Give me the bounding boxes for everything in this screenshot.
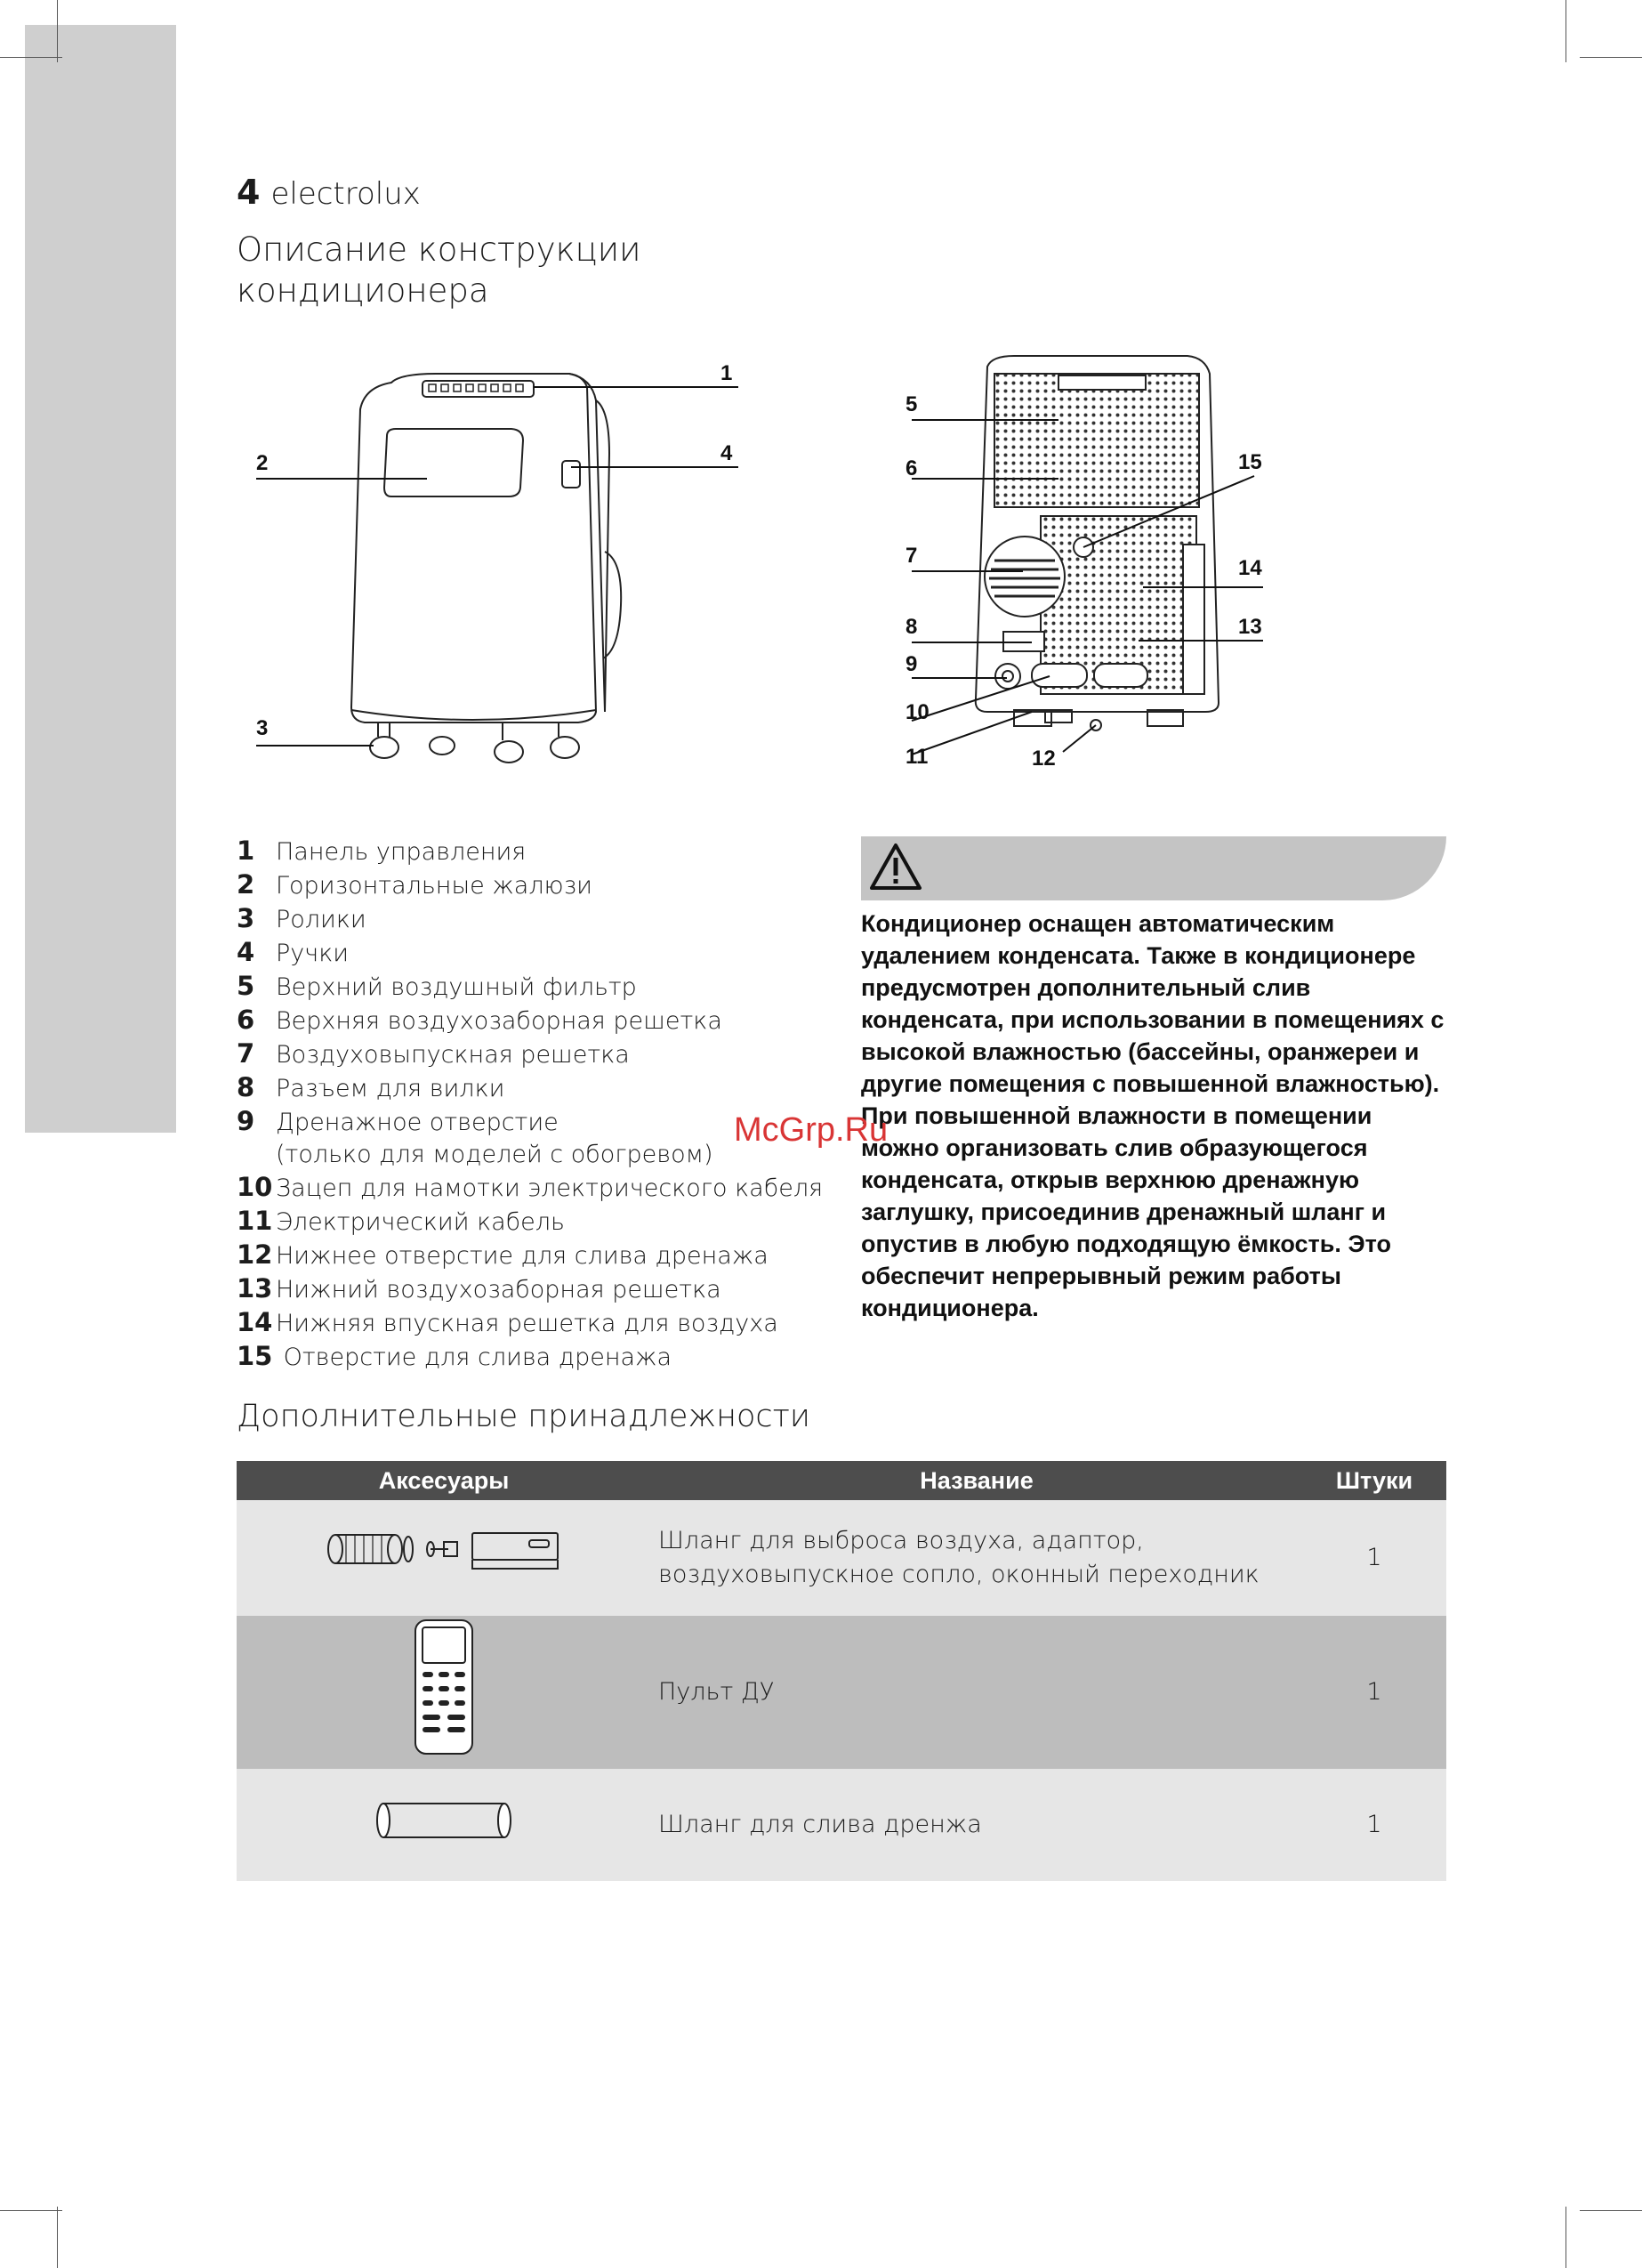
back-callout-13: 13	[1238, 615, 1262, 639]
front-callout-3: 3	[256, 716, 269, 740]
list-item: 6 Верхняя воздухозаборная решетка	[237, 1005, 722, 1035]
list-item: 10 Зацеп для намотки электрического кабеля	[237, 1172, 824, 1202]
crop-mark	[0, 57, 62, 58]
back-view-diagram	[889, 347, 1299, 783]
remote-control-icon	[408, 1617, 479, 1759]
page-number: 4	[237, 173, 261, 212]
warning-text: Кондиционер оснащен автоматическим удалением конденсата. Также в кондиционере предусмотрен дополнительный слив конденсата, при использовании в помещениях с высокой влажностью (бассейны, оранжереи и другие помещения с повышенной влажностью). При повышенной влажности в помещении можно организовать слив образующегося конденсата, открыв верхнюю дренажную заглушку, присоединив дренажный шланг и опустив в любую подходящую ёмкость. Это обеспечит непрерывный режим работы кондиционера.	[861, 910, 1445, 1321]
list-item: 12 Нижнее отверстие для слива дренажа	[237, 1239, 769, 1270]
crop-mark	[0, 2210, 62, 2211]
list-item: 4 Ручки	[237, 937, 350, 967]
table-row	[237, 1616, 1446, 1769]
back-callout-14: 14	[1238, 556, 1262, 580]
list-item: 9 Дренажное отверстие	[237, 1106, 559, 1136]
table-cell-name: Шланг для выброса воздуха, адаптор, воздуховыпускное сопло, оконный переходник	[651, 1500, 1302, 1616]
table-cell-qty: 1	[1302, 1500, 1446, 1616]
column-header-name: Название	[651, 1461, 1302, 1500]
brand-name: electrolux	[270, 176, 421, 212]
list-item: 11 Электрический кабель	[237, 1206, 565, 1236]
table-header-row	[237, 1461, 1446, 1500]
list-item: 15 Отверстие для слива дренажа	[237, 1341, 672, 1371]
front-view-diagram	[240, 347, 756, 774]
table-cell-name: Пульт ДУ	[651, 1616, 1302, 1769]
accessories-title: Дополнительные принадлежности	[237, 1399, 810, 1434]
column-header-accessories: Аксесуары	[237, 1461, 651, 1500]
table-cell-qty: 1	[1302, 1769, 1446, 1881]
front-callout-2: 2	[256, 451, 269, 475]
list-item: 8 Разъем для вилки	[237, 1072, 505, 1102]
back-callout-10: 10	[906, 700, 930, 724]
list-item: 7 Воздуховыпускная решетка	[237, 1038, 630, 1069]
back-callout-11: 11	[906, 745, 929, 769]
page-header	[237, 173, 421, 212]
side-tab-strip	[25, 25, 176, 1133]
front-callout-1: 1	[720, 361, 733, 385]
list-item: 13 Нижний воздухозаборная решетка	[237, 1273, 721, 1303]
table-row	[237, 1769, 1446, 1881]
crop-mark	[1580, 2210, 1642, 2211]
back-callout-6: 6	[906, 456, 918, 480]
list-item: 3 Ролики	[237, 903, 366, 933]
crop-mark	[1580, 57, 1642, 58]
list-item: 1 Панель управления	[237, 835, 527, 866]
list-item: 5 Верхний воздушный фильтр	[237, 971, 637, 1001]
warning-triangle-icon	[868, 842, 923, 892]
back-callout-12: 12	[1032, 747, 1056, 771]
back-callout-7: 7	[906, 544, 918, 568]
hose-adapter-nozzle-icon	[319, 1522, 568, 1585]
back-callout-5: 5	[906, 392, 918, 416]
list-item: 2 Горизонтальные жалюзи	[237, 869, 592, 900]
list-item-note: (только для моделей с обогревом)	[276, 1141, 713, 1168]
crop-mark	[57, 2207, 58, 2268]
table-cell-qty: 1	[1302, 1616, 1446, 1769]
page-title: Описание конструкции кондиционера	[237, 230, 641, 310]
back-callout-15: 15	[1238, 450, 1262, 474]
crop-mark	[57, 0, 58, 62]
warning-header-bar	[861, 836, 1446, 900]
watermark: McGrp.Ru	[734, 1111, 889, 1149]
accessories-table	[237, 1461, 1446, 1881]
drain-hose-icon	[373, 1798, 515, 1843]
table-cell-name: Шланг для слива дренжа	[651, 1769, 1302, 1881]
back-callout-8: 8	[906, 615, 918, 639]
front-callout-4: 4	[720, 441, 733, 465]
list-item: 14 Нижняя впускная решетка для воздуха	[237, 1307, 778, 1337]
column-header-qty: Штуки	[1302, 1461, 1446, 1500]
table-row	[237, 1500, 1446, 1616]
back-callout-9: 9	[906, 652, 918, 676]
parts-list	[237, 835, 859, 1374]
